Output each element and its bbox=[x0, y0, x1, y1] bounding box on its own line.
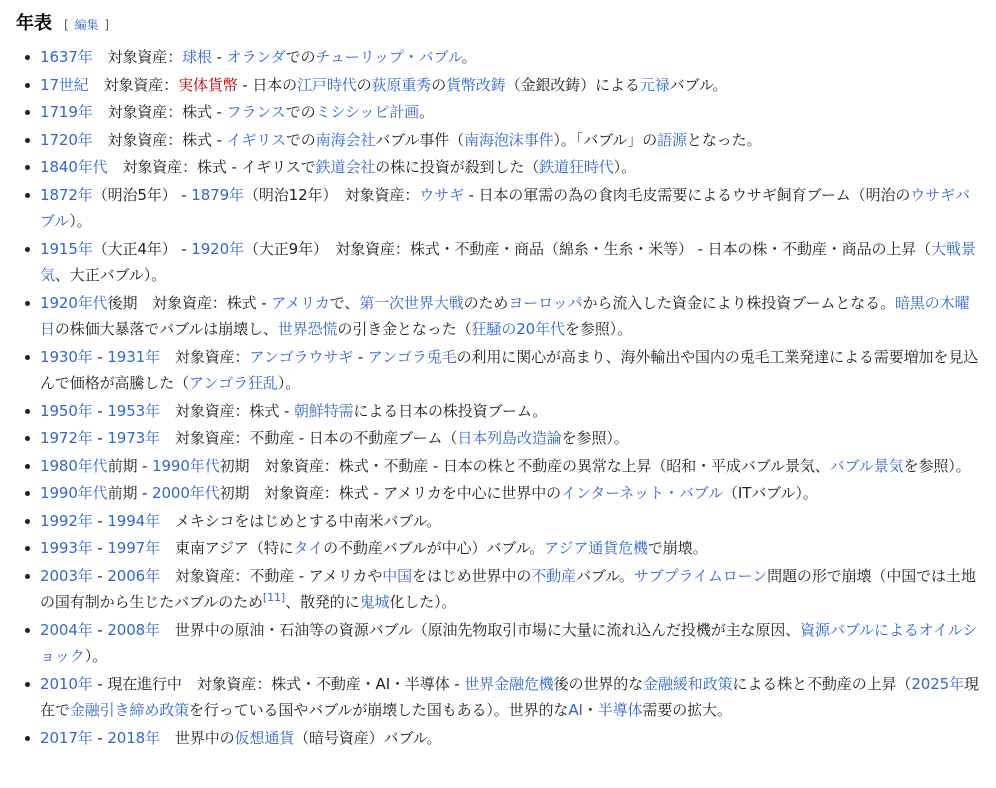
item-text: 対象資産：株式 - bbox=[92, 130, 227, 149]
wiki-link[interactable]: 1972年 bbox=[40, 429, 93, 447]
item-text: での bbox=[285, 48, 316, 66]
wiki-link[interactable]: 暗黒の木曜日 bbox=[40, 293, 970, 338]
item-text: となった。 bbox=[686, 130, 762, 149]
wiki-link[interactable]: ウサギバブル bbox=[40, 185, 970, 230]
timeline-item bbox=[16, 425, 980, 452]
item-text: （明治5年） - bbox=[92, 185, 192, 204]
item-text: の不動産バブルが中心）バブル。 bbox=[323, 539, 545, 557]
item-text: 後期 対象資産：株式 - bbox=[107, 293, 272, 312]
wiki-link[interactable]: ヨーロッパ bbox=[508, 293, 583, 312]
item-text: 対象資産：株式 - bbox=[92, 103, 227, 121]
item-text: を行っている国やバブルが崩壊した国もある）。世界的な bbox=[189, 701, 569, 719]
item-text: 初期 対象資産：株式・不動産 - 日本の株と不動産の異常な上昇（昭和・平成バブル景気、 bbox=[219, 456, 830, 475]
wiki-link[interactable]: イギリス bbox=[226, 130, 286, 149]
item-text: （ITバブル）。 bbox=[722, 484, 818, 502]
citation-sup bbox=[263, 591, 285, 604]
wiki-link[interactable]: AI bbox=[568, 701, 583, 719]
item-text: バブル。 bbox=[575, 566, 634, 585]
item-text: - 日本の軍需の為の食肉毛皮需要によるウサギ飼育ブーム（明治の bbox=[463, 185, 911, 204]
edit-bracket-close: ] bbox=[104, 18, 110, 32]
item-text: ）。「バブル」の bbox=[553, 130, 658, 149]
wiki-link[interactable]: 語源 bbox=[657, 130, 687, 149]
item-text: 前期 - bbox=[107, 456, 153, 475]
wiki-link[interactable]: 1930年 bbox=[40, 347, 93, 366]
item-text: - 日本の bbox=[237, 75, 298, 94]
wiki-link[interactable]: 半導体 bbox=[597, 701, 643, 719]
wiki-link[interactable]: 鉄道会社 bbox=[315, 158, 376, 176]
timeline-item bbox=[16, 508, 980, 535]
wiki-link[interactable]: 1931年 bbox=[107, 347, 161, 366]
wiki-link[interactable]: 日本列島改造論 bbox=[457, 429, 562, 447]
item-text: 対象資産：不動産 - アメリカや bbox=[160, 566, 383, 585]
wiki-link[interactable]: 2000年代 bbox=[152, 484, 220, 502]
wiki-link[interactable]: アメリカ bbox=[271, 293, 330, 312]
item-text: で崩壊。 bbox=[647, 539, 708, 557]
wiki-link[interactable]: 2003年 bbox=[40, 566, 93, 585]
item-text: - bbox=[92, 429, 108, 447]
edit-bracket-open: [ bbox=[64, 18, 69, 32]
item-text: ）。 bbox=[69, 212, 92, 230]
wiki-link[interactable]: 資源バブルによるオイルショック bbox=[40, 620, 978, 665]
wiki-link[interactable]: 1990年代 bbox=[40, 484, 108, 502]
wiki-link[interactable]: 2018年 bbox=[107, 728, 161, 747]
wiki-link[interactable]: 鉄道狂時代 bbox=[539, 158, 614, 176]
wiki-link[interactable]: 1920年 bbox=[191, 239, 244, 258]
item-text: - bbox=[92, 566, 108, 585]
timeline-item bbox=[16, 344, 980, 397]
wiki-link[interactable]: 1719年 bbox=[40, 103, 93, 121]
wiki-link[interactable]: フランス bbox=[226, 103, 286, 121]
item-text: - bbox=[92, 401, 108, 420]
item-text: の bbox=[431, 75, 447, 94]
wiki-link[interactable]: 球根 bbox=[182, 48, 212, 66]
timeline-item bbox=[16, 725, 980, 752]
wiki-link[interactable]: 朝鮮特需 bbox=[293, 401, 354, 420]
item-text: バブル事件（ bbox=[375, 130, 465, 149]
wiki-link[interactable]: 1920年代 bbox=[40, 293, 108, 312]
wiki-link[interactable]: 仮想通貨 bbox=[234, 728, 295, 747]
item-text: 世界中の原油・石油等の資源バブル（原油先物取引市場に大量に流れ込んだ投機が主な原因、 bbox=[160, 620, 801, 639]
item-text: で、 bbox=[329, 293, 360, 312]
item-text: - 現在進行中 対象資産：株式・不動産・AI・半導体 - bbox=[92, 674, 465, 693]
item-text: での bbox=[285, 103, 316, 121]
wiki-link[interactable]: 1994年 bbox=[107, 511, 161, 530]
timeline-item bbox=[16, 398, 980, 425]
wiki-link[interactable]: アンゴラ狂乱 bbox=[189, 374, 278, 392]
wiki-link[interactable]: バブル景気 bbox=[829, 456, 904, 475]
wiki-link[interactable]: サブプライムローン bbox=[633, 566, 768, 585]
citation-link[interactable]: [11] bbox=[262, 591, 286, 604]
item-text: の株価大暴落でバブルは崩壊し、 bbox=[54, 320, 278, 338]
item-text: 初期 対象資産：株式 - アメリカを中心に世界中の bbox=[219, 484, 562, 502]
wiki-link[interactable]: 金融緩和政策 bbox=[643, 674, 733, 693]
item-text: 。 bbox=[461, 48, 477, 66]
wiki-link[interactable]: アジア通貨危機 bbox=[544, 539, 648, 557]
item-text: - bbox=[353, 347, 368, 366]
timeline-item bbox=[16, 236, 980, 289]
item-text: を参照）。 bbox=[561, 429, 629, 447]
wiki-link[interactable]: 2017年 bbox=[40, 728, 93, 747]
item-text: 世界中の bbox=[160, 728, 235, 747]
wiki-link[interactable]: アンゴラウサギ bbox=[249, 347, 354, 366]
item-text: を参照）。 bbox=[903, 456, 971, 475]
wiki-link[interactable]: 南海会社 bbox=[315, 130, 376, 149]
item-text: 対象資産：株式 - イギリスで bbox=[107, 158, 316, 176]
item-text: メキシコをはじめとする中南米バブル。 bbox=[160, 511, 442, 530]
wiki-link[interactable]: 江戸時代 bbox=[297, 75, 357, 94]
wiki-link[interactable]: タイ bbox=[293, 539, 324, 557]
item-text: 対象資産：不動産 - 日本の不動産ブーム（ bbox=[160, 429, 458, 447]
wiki-link[interactable]: 1915年 bbox=[40, 239, 93, 258]
item-text: を参照）。 bbox=[564, 320, 632, 338]
wiki-link[interactable]: 南海泡沫事件 bbox=[464, 130, 554, 149]
wiki-link[interactable]: 1637年 bbox=[40, 48, 93, 66]
section-title: 年表 bbox=[16, 13, 52, 34]
item-text: - bbox=[92, 620, 108, 639]
wiki-link[interactable]: オランダ bbox=[226, 48, 286, 66]
item-text: による日本の株投資ブーム。 bbox=[353, 401, 548, 420]
item-text: ）。 bbox=[84, 647, 108, 665]
item-text: （明治12年） 対象資産： bbox=[243, 185, 420, 204]
timeline-item bbox=[16, 290, 980, 343]
timeline-item bbox=[16, 72, 980, 99]
timeline-item bbox=[16, 44, 980, 71]
wiki-link[interactable]: 1990年代 bbox=[152, 456, 220, 475]
timeline-item bbox=[16, 535, 980, 562]
item-text: - bbox=[92, 539, 108, 557]
item-text: （大正9年） 対象資産：株式・不動産・商品（綿糸・生糸・米等） - 日本の株・不動産・商品の上昇（ bbox=[243, 239, 932, 258]
item-text: 対象資産：株式 - bbox=[160, 401, 294, 420]
wiki-link[interactable]: ミシシッピ計画 bbox=[315, 103, 420, 121]
item-text: をはじめ世界中の bbox=[412, 566, 532, 585]
wiki-link[interactable]: 元禄 bbox=[639, 75, 670, 94]
wiki-link[interactable]: 2008年 bbox=[107, 620, 161, 639]
item-text: 現在で bbox=[40, 674, 979, 719]
item-text: の引き金となった（ bbox=[337, 320, 472, 338]
timeline-item bbox=[16, 99, 980, 126]
item-text: 東南アジア（特に bbox=[160, 539, 294, 557]
item-text: の利用に関心が高まり、海外輸出や国内の兎毛工業発達による需要増加を見込んで価格が高騰した（ bbox=[40, 347, 979, 392]
timeline-item bbox=[16, 480, 980, 507]
item-text: - bbox=[211, 48, 227, 66]
wiki-link[interactable]: 世界恐慌 bbox=[277, 320, 338, 338]
item-text: （金銀改鋳）による bbox=[505, 75, 640, 94]
wiki-link[interactable]: 1980年代 bbox=[40, 456, 108, 475]
item-text: 後の世界的な bbox=[553, 674, 644, 693]
wiki-link[interactable]: 第一次世界大戦 bbox=[359, 293, 464, 312]
item-text: の株に投資が殺到した（ bbox=[375, 158, 540, 176]
wiki-link[interactable]: 1840年代 bbox=[40, 158, 108, 176]
item-text: - bbox=[92, 728, 108, 747]
wiki-link[interactable]: ウサギ bbox=[419, 185, 464, 204]
timeline-item bbox=[16, 453, 980, 480]
item-text: 、大正バブル）。 bbox=[54, 266, 167, 284]
wiki-link[interactable]: 中国 bbox=[382, 566, 413, 585]
wiki-link[interactable]: 2004年 bbox=[40, 620, 93, 639]
red-wiki-link[interactable]: 実体貨幣 bbox=[178, 75, 238, 94]
item-text: 需要の拡大。 bbox=[642, 701, 732, 719]
item-text: ・ bbox=[582, 701, 598, 719]
wiki-link[interactable]: 1993年 bbox=[40, 539, 93, 557]
item-text: の bbox=[356, 75, 372, 94]
item-text: 化した）。 bbox=[389, 593, 457, 611]
wiki-link[interactable]: 2010年 bbox=[40, 674, 93, 693]
item-text: 対象資産： bbox=[88, 75, 179, 94]
item-text: 対象資産： bbox=[160, 347, 250, 366]
item-text: での bbox=[285, 130, 316, 149]
wiki-link[interactable]: 2006年 bbox=[107, 566, 161, 585]
wiki-link[interactable]: 大戦景気 bbox=[40, 239, 976, 284]
item-text: （大正4年） - bbox=[92, 239, 192, 258]
wiki-link[interactable]: 鬼城 bbox=[359, 593, 390, 611]
item-text: ）。 bbox=[277, 374, 301, 392]
wiki-link[interactable]: 貨幣改鋳 bbox=[446, 75, 506, 94]
timeline-item bbox=[16, 127, 980, 154]
wiki-link[interactable]: 1997年 bbox=[107, 539, 161, 557]
item-text: のため bbox=[463, 293, 509, 312]
timeline-item bbox=[16, 563, 980, 616]
section-heading bbox=[16, 10, 980, 38]
timeline-list bbox=[16, 44, 980, 751]
edit-section-link-wrapper bbox=[64, 16, 109, 33]
item-text: - bbox=[92, 511, 108, 530]
item-text: （暗号資産）バブル。 bbox=[294, 728, 442, 747]
wiki-link[interactable]: 荻原重秀 bbox=[371, 75, 432, 94]
item-text: による株と不動産の上昇（ bbox=[732, 674, 912, 693]
item-text: ）。 bbox=[613, 158, 636, 176]
timeline-item bbox=[16, 182, 980, 235]
wiki-link[interactable]: 1973年 bbox=[107, 429, 161, 447]
item-text: 前期 - bbox=[107, 484, 153, 502]
item-text: 。 bbox=[419, 103, 435, 121]
timeline-item bbox=[16, 154, 980, 181]
wiki-link[interactable]: 狂騒の20年代 bbox=[471, 320, 565, 338]
wiki-link[interactable]: チューリップ・バブル bbox=[315, 48, 462, 66]
wiki-link[interactable]: 1950年 bbox=[40, 401, 93, 420]
wiki-link[interactable]: 1953年 bbox=[107, 401, 161, 420]
wiki-link[interactable]: 世界金融危機 bbox=[464, 674, 554, 693]
wiki-link[interactable]: 2025年 bbox=[911, 674, 964, 693]
timeline-item bbox=[16, 617, 980, 670]
wiki-link[interactable]: 金融引き締め政策 bbox=[69, 701, 190, 719]
item-text: 、散発的に bbox=[285, 593, 360, 611]
wiki-link[interactable]: 1872年 bbox=[40, 185, 93, 204]
timeline-item bbox=[16, 671, 980, 724]
wiki-link[interactable]: アンゴラ兎毛 bbox=[367, 347, 457, 366]
wiki-link[interactable]: 1720年 bbox=[40, 130, 93, 149]
wiki-link[interactable]: 不動産 bbox=[531, 566, 576, 585]
item-text: 問題の形で崩壊（中国では土地の国有制から生じたバブルのため bbox=[40, 566, 976, 611]
item-text: 対象資産： bbox=[92, 48, 183, 66]
item-text: - bbox=[92, 347, 108, 366]
wiki-link[interactable]: 17世紀 bbox=[40, 75, 89, 94]
wiki-link[interactable]: 1879年 bbox=[191, 185, 244, 204]
item-text: から流入した資金により株投資ブームとなる。 bbox=[582, 293, 895, 312]
wiki-link[interactable]: 1992年 bbox=[40, 511, 93, 530]
wiki-link[interactable]: インターネット・バブル bbox=[561, 484, 723, 502]
edit-section-link[interactable]: 編集 bbox=[74, 18, 99, 32]
item-text: バブル。 bbox=[669, 75, 728, 94]
